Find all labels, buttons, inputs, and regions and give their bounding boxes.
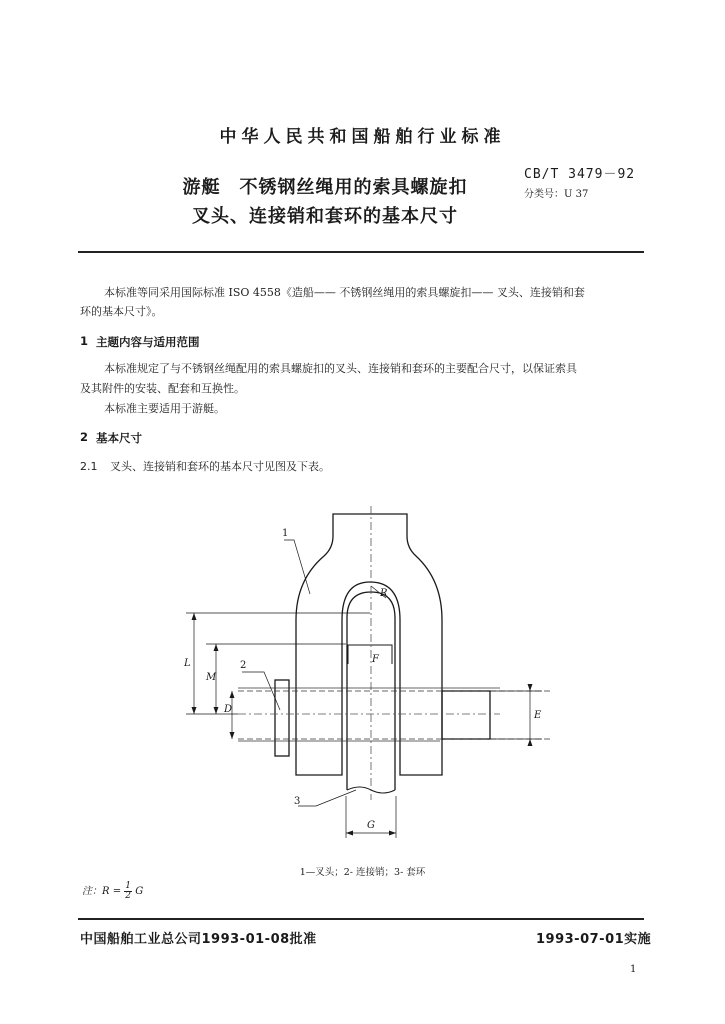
dimension-arrowheads — [192, 613, 533, 836]
s1-paragraph1-line1: 本标准规定了与不锈钢丝绳配用的索具螺旋扣的叉头、连接销和套环的主要配合尺寸，以保证索具 — [104, 362, 577, 375]
intro-line2: 环的基本尺寸》。 — [80, 305, 163, 318]
pin-head — [275, 680, 289, 756]
note-numerator: 1 — [125, 881, 132, 891]
approval-statement: 中国船舶工业总公司1993-01-08批准 — [80, 932, 317, 947]
part2-label: 2 — [240, 660, 247, 671]
part3-label: 3 — [294, 796, 301, 807]
section1-number: 1 — [80, 334, 89, 348]
document-title-line1: 游艇 不锈钢丝绳用的索具螺旋扣 — [182, 177, 468, 198]
e-label: E — [534, 710, 542, 721]
f-bracket — [348, 645, 392, 664]
f-label: F — [372, 654, 379, 665]
s1-paragraph1-line2: 及其附件的安装、配套和互换性。 — [80, 382, 245, 395]
standard-code: CB/T 3479－92 — [524, 167, 636, 182]
section2-title: 基本尺寸 — [96, 431, 142, 445]
page-number: 1 — [630, 964, 637, 975]
m-label: M — [206, 672, 217, 683]
document-title-line2: 叉头、连接销和套环的基本尺寸 — [192, 206, 458, 227]
note-denominator: 2 — [125, 891, 132, 901]
subsection-2-1-number: 2.1 — [80, 460, 98, 473]
note-prefix: 注：R = — [82, 886, 122, 897]
figure-caption: 1—叉头；2- 连接销；3- 套环 — [299, 867, 426, 878]
part3-leader — [298, 790, 356, 806]
d-label: D — [224, 704, 233, 715]
part1-label: 1 — [282, 528, 289, 539]
part1-leader — [284, 540, 310, 594]
g-label: G — [367, 820, 375, 831]
figure-note — [82, 882, 143, 901]
s1-paragraph2: 本标准主要适用于游艇。 — [104, 402, 225, 415]
note-fraction — [124, 882, 132, 901]
intro-line1: 本标准等同采用国际标准 ISO 4558《造船—— 不锈钢丝绳用的索具螺旋扣—— 叉头、连接销和套 — [104, 286, 585, 299]
section1-title: 主题内容与适用范围 — [96, 335, 200, 349]
fork-pin-thimble-drawing — [170, 500, 570, 860]
subsection-2-1-text: 叉头、连接销和套环的基本尺寸见图及下表。 — [110, 460, 330, 473]
pin-end — [442, 691, 490, 739]
l-label: L — [184, 658, 191, 669]
r-label: R — [380, 588, 388, 599]
header-divider — [78, 251, 644, 253]
implementation-date: 1993-07-01实施 — [536, 932, 652, 947]
footer-divider — [78, 918, 644, 920]
classification-code: 分类号：U 37 — [524, 189, 589, 200]
org-title: 中华人民共和国船舶行业标准 — [219, 127, 506, 147]
section2-number: 2 — [80, 430, 89, 444]
note-suffix: G — [135, 886, 144, 897]
